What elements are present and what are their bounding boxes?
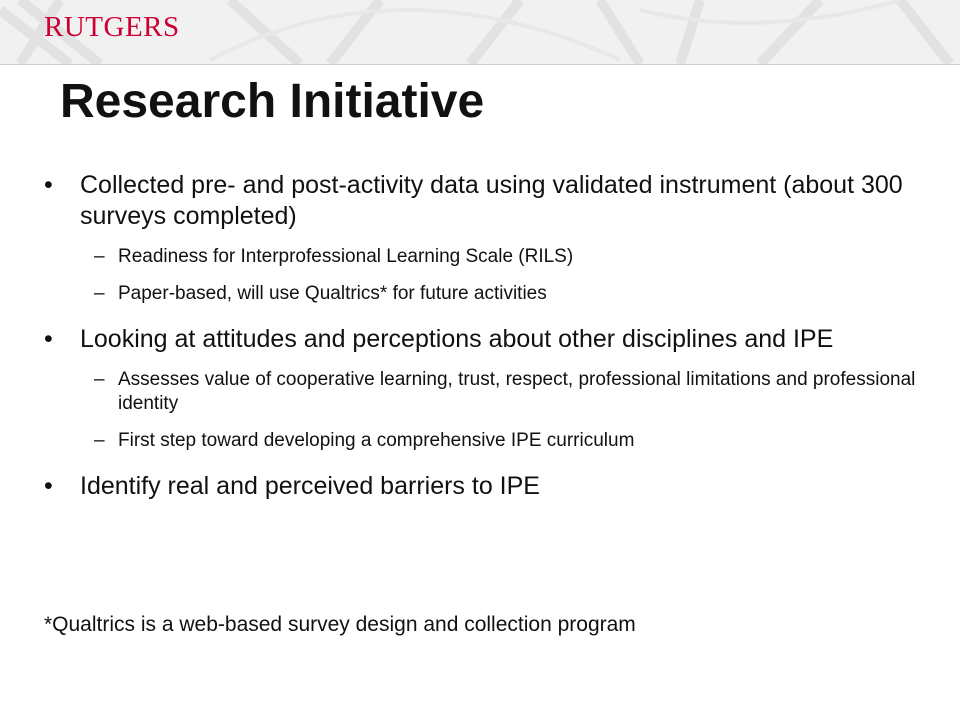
bullet-item [44,170,924,232]
bullet-marker: • [44,171,53,199]
slide-title: Research Initiative [60,75,485,128]
bullet-item [44,471,924,502]
bullet-text: Identify real and perceived barriers to IPE [80,472,540,500]
sub-bullet-text: First step toward developing a comprehensive IPE curriculum [118,430,635,451]
bullet-marker: • [44,472,53,500]
bullet-text: Looking at attitudes and perceptions about other disciplines and IPE [80,325,834,353]
bullet-item [44,324,924,355]
sub-bullet-item [44,245,924,269]
sub-bullet-item [44,429,924,453]
bullet-list [44,170,924,502]
dash-marker: – [94,369,105,390]
sub-bullet-item [44,368,924,416]
header-band [0,0,960,64]
dash-marker: – [94,430,105,451]
sub-bullet-item [44,282,924,306]
bullet-text: Collected pre- and post-activity data using validated instrument (about 300 surveys completed) [80,171,903,230]
footnote: *Qualtrics is a web-based survey design and collection program [44,613,636,636]
bullet-marker: • [44,325,53,353]
dash-marker: – [94,283,105,304]
sub-bullet-text: Assesses value of cooperative learning, trust, respect, professional limitations and professional identity [118,369,916,414]
header-divider [0,64,960,65]
sub-bullet-text: Readiness for Interprofessional Learning Scale (RILS) [118,246,574,267]
rutgers-logo: RUTGERS [44,11,180,43]
dash-marker: – [94,246,105,267]
sub-bullet-text: Paper-based, will use Qualtrics* for future activities [118,283,547,304]
